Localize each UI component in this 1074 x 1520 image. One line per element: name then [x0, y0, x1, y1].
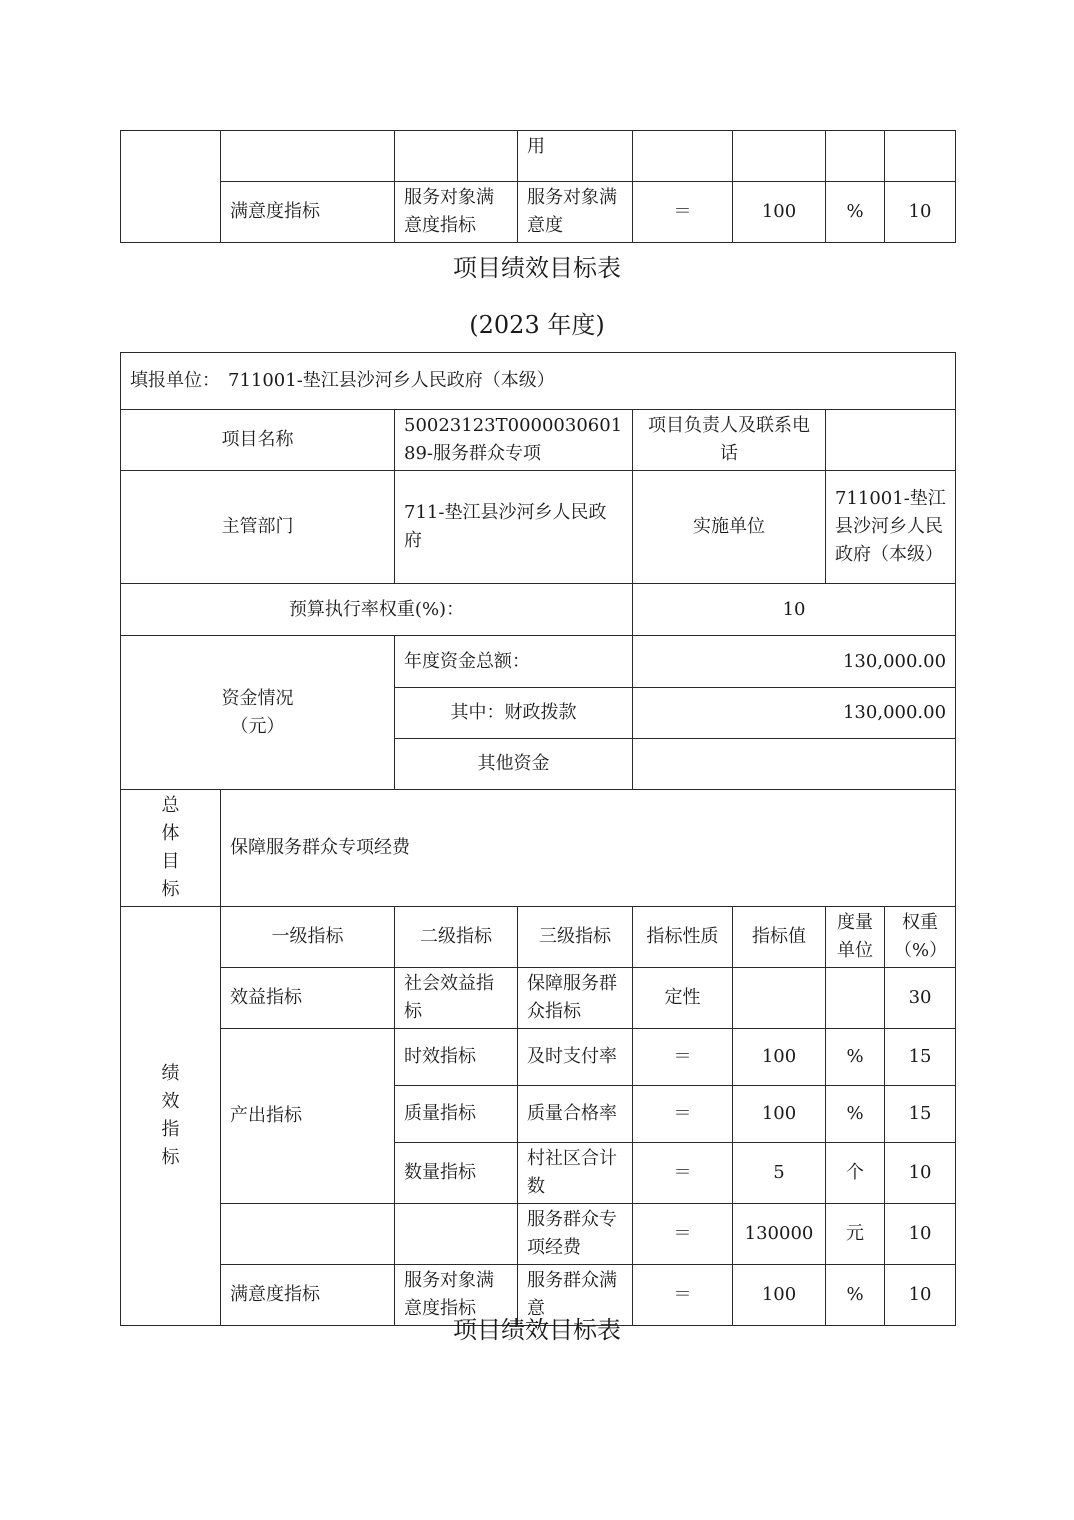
- header-level2: 二级指标: [395, 907, 518, 968]
- project-name-row: [121, 410, 956, 471]
- budget-weight-row: [121, 584, 956, 636]
- owner-value: [826, 410, 956, 471]
- indicator-header-row: [121, 907, 956, 968]
- level2-cell: 时效指标: [395, 1029, 518, 1086]
- nature-cell: ＝: [633, 1265, 733, 1326]
- table-row: [121, 182, 956, 243]
- level2-cell: 质量指标: [395, 1086, 518, 1143]
- performance-goal-table: [120, 352, 956, 1326]
- value-cell: 100: [733, 1029, 826, 1086]
- total-value: 130,000.00: [633, 636, 956, 688]
- level2-cell: 社会效益指标: [395, 968, 518, 1029]
- empty-cell: [633, 131, 733, 182]
- empty-cell: [121, 131, 221, 243]
- level3-cell: 及时支付率: [518, 1029, 633, 1086]
- empty-cell: [885, 131, 956, 182]
- nature-cell: ＝: [633, 1086, 733, 1143]
- header-unit: 度量单位: [826, 907, 885, 968]
- value-cell: 5: [733, 1143, 826, 1204]
- goal-row: [121, 790, 956, 907]
- budget-weight-value: 10: [633, 584, 956, 636]
- level1-cell: 效益指标: [221, 968, 395, 1029]
- goal-value: 保障服务群众专项经费: [221, 790, 956, 907]
- level3-cell: 服务对象满意度: [518, 182, 633, 243]
- fill-unit-cell: [121, 353, 956, 410]
- fill-unit-row: [121, 353, 956, 410]
- level1-cell: [221, 1204, 395, 1265]
- table-row: [121, 1204, 956, 1265]
- total-label: 年度资金总额：: [395, 636, 633, 688]
- level2-cell: 服务对象满意度指标: [395, 182, 518, 243]
- unit-cell: 个: [826, 1143, 885, 1204]
- funds-total-row: [121, 636, 956, 688]
- section-subtitle: (2023 年度): [469, 311, 605, 339]
- level3-cell: 质量合格率: [518, 1086, 633, 1143]
- section-title: 项目绩效目标表: [453, 254, 621, 282]
- weight-cell: 10: [885, 1265, 956, 1326]
- empty-cell: [221, 131, 395, 182]
- empty-cell: [395, 131, 518, 182]
- header-level1: 一级指标: [221, 907, 395, 968]
- funds-label: [121, 636, 395, 790]
- dept-value: 711-垫江县沙河乡人民政府: [395, 471, 633, 584]
- header-weight: 权重（%）: [885, 907, 956, 968]
- empty-cell: [826, 131, 885, 182]
- fiscal-label: 其中：财政拨款: [395, 688, 633, 739]
- value-cell: 100: [733, 1086, 826, 1143]
- value-cell: 100: [733, 1265, 826, 1326]
- header-level3: 三级指标: [518, 907, 633, 968]
- other-label: 其他资金: [395, 739, 633, 790]
- goal-label-cell: [121, 790, 221, 907]
- value-cell: 130000: [733, 1204, 826, 1265]
- perf-label: 绩效指标: [161, 1063, 180, 1168]
- header-nature: 指标性质: [633, 907, 733, 968]
- level3-cell: 服务群众满意: [518, 1265, 633, 1326]
- level3-cell: 村社区合计数: [518, 1143, 633, 1204]
- table-row: [121, 968, 956, 1029]
- dept-row: [121, 471, 956, 584]
- unit-cell: 元: [826, 1204, 885, 1265]
- impl-label: 实施单位: [633, 471, 826, 584]
- weight-cell: 10: [885, 1143, 956, 1204]
- next-section-title: 项目绩效目标表: [453, 1316, 621, 1344]
- previous-table-fragment: [120, 130, 956, 243]
- nature-cell: ＝: [633, 1143, 733, 1204]
- weight-cell: 15: [885, 1086, 956, 1143]
- goal-label: 总体目标: [161, 795, 180, 900]
- dept-label: 主管部门: [121, 471, 395, 584]
- funds-label-line2: （元）: [230, 715, 285, 737]
- table-row: [121, 1029, 956, 1086]
- level3-cell: 用: [518, 131, 633, 182]
- level1-cell: 满意度指标: [221, 182, 395, 243]
- unit-cell: %: [826, 1086, 885, 1143]
- unit-cell: %: [826, 1265, 885, 1326]
- weight-cell: 10: [885, 1204, 956, 1265]
- level2-cell: 服务对象满意度指标: [395, 1265, 518, 1326]
- unit-cell: %: [826, 182, 885, 243]
- table-row: [121, 131, 956, 182]
- empty-cell: [733, 131, 826, 182]
- level1-cell: 满意度指标: [221, 1265, 395, 1326]
- value-cell: [733, 968, 826, 1029]
- level2-cell: [395, 1204, 518, 1265]
- level3-cell: 服务群众专项经费: [518, 1204, 633, 1265]
- fill-unit-label: 填报单位：: [130, 370, 220, 391]
- nature-cell: ＝: [633, 182, 733, 243]
- unit-cell: [826, 968, 885, 1029]
- header-value: 指标值: [733, 907, 826, 968]
- fill-unit-value: 711001-垫江县沙河乡人民政府（本级）: [228, 370, 555, 391]
- fiscal-value: 130,000.00: [633, 688, 956, 739]
- impl-value: 711001-垫江县沙河乡人民政府（本级）: [826, 471, 956, 584]
- level1-cell: 产出指标: [221, 1029, 395, 1204]
- nature-cell: ＝: [633, 1029, 733, 1086]
- perf-label-cell: [121, 907, 221, 1326]
- funds-label-line1: 资金情况: [221, 687, 294, 709]
- level2-cell: 数量指标: [395, 1143, 518, 1204]
- owner-label: 项目负责人及联系电话: [633, 410, 826, 471]
- nature-cell: 定性: [633, 968, 733, 1029]
- project-name-label: 项目名称: [121, 410, 395, 471]
- project-name-value: 50023123T000003060189-服务群众专项: [395, 410, 633, 471]
- unit-cell: %: [826, 1029, 885, 1086]
- weight-cell: 30: [885, 968, 956, 1029]
- weight-cell: 10: [885, 182, 956, 243]
- nature-cell: ＝: [633, 1204, 733, 1265]
- weight-cell: 15: [885, 1029, 956, 1086]
- level3-cell: 保障服务群众指标: [518, 968, 633, 1029]
- budget-weight-label: 预算执行率权重(%)：: [121, 584, 633, 636]
- value-cell: 100: [733, 182, 826, 243]
- other-value: [633, 739, 956, 790]
